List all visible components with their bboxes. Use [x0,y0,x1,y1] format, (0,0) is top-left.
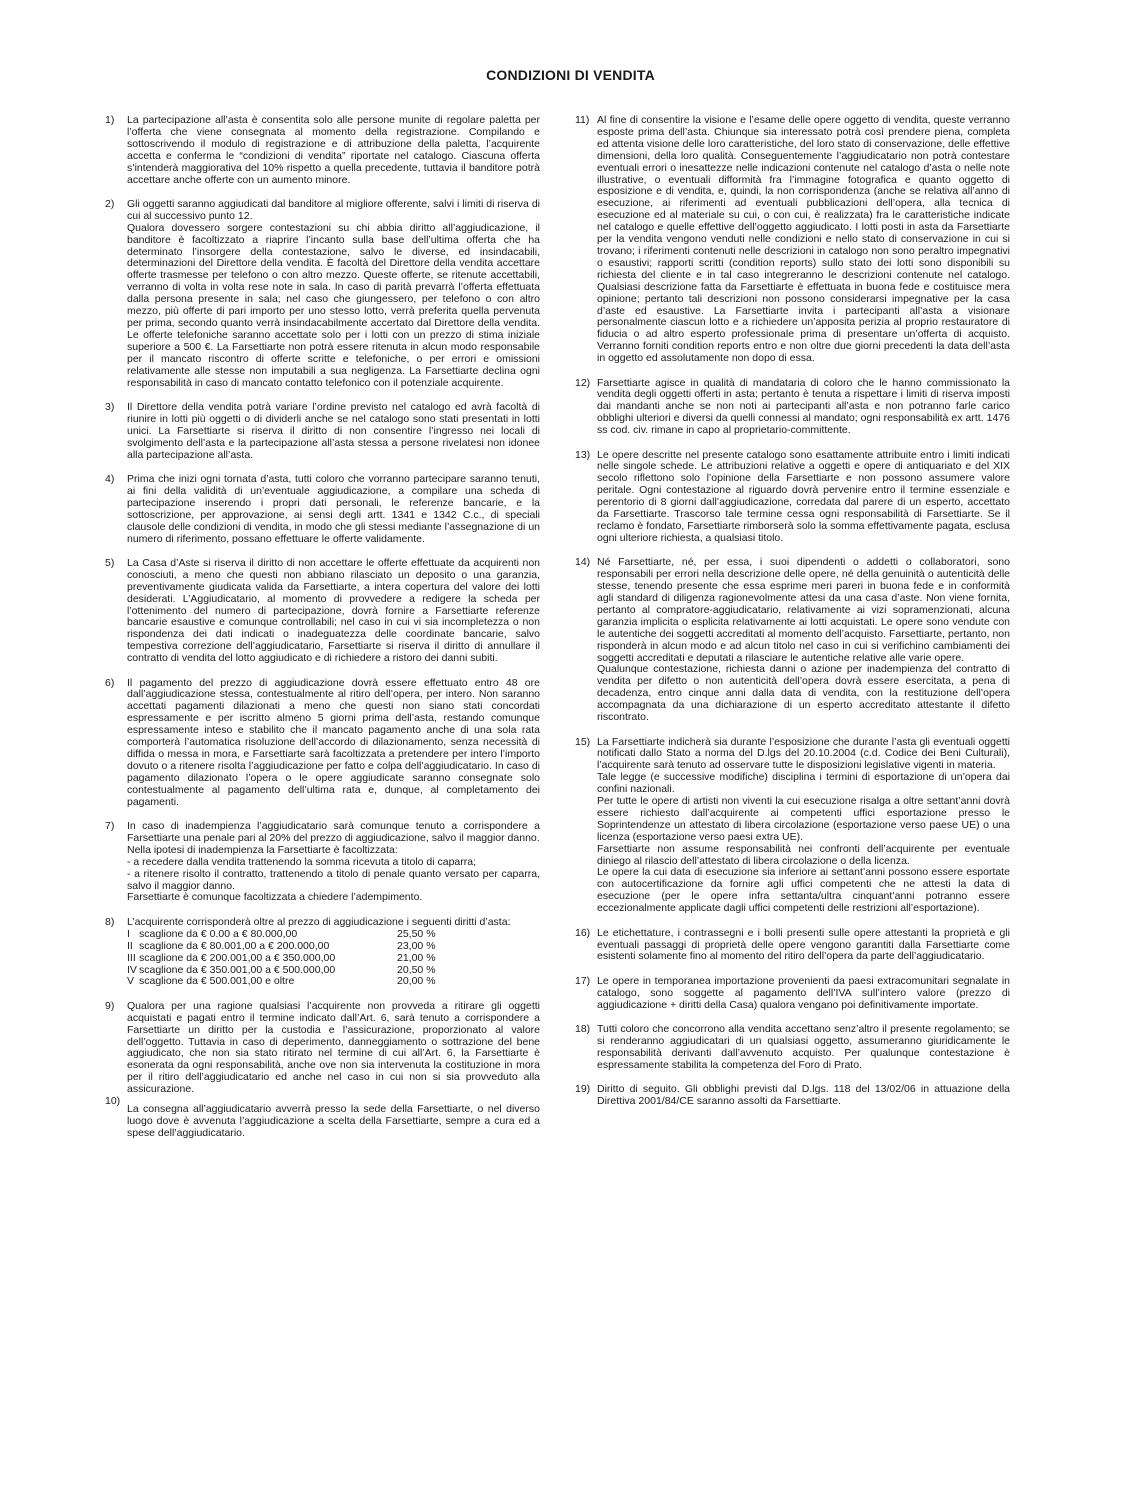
left-column [105,115,540,1152]
condition-item [105,402,540,462]
item-text: Le opere in temporanea importazione provenienti da paesi extracomunitari segnalate in catalogo, sono soggette al pagamento dell’IVA sull’intero valore (prezzo di aggiudicazione + diritti della Casa) qualora vengano poi definitivamente importate. [597,974,1010,1011]
fee-roman: V [127,975,135,988]
item-number: 12) [575,376,591,389]
item-text: L’acquirente corrisponderà oltre al prezzo di aggiudicazione i seguenti diritti d’asta: [127,915,511,928]
item-text: In caso di inadempienza l’aggiudicatario sarà comunque tenuto a corrispondere a Farsettiarte una penale pari al 20% del prezzo di aggiudicazione, salvo il maggior danno. Nella ipotesi di inadempienza la Farsettiarte è facoltizzata: - a recedere dalla vendita trattenendo la somma ricevuta a titolo di caparra; - a ritenere risolto il contratto, trattenendo a titolo di penale quanto versato per caparra, salvo il maggior danno. Farsettiarte è comunque facoltizzata a chiedere l’adempimento. [127,820,540,904]
item-text: Farsettiarte agisce in qualità di mandataria di coloro che le hanno commissionato la vendita degli oggetti offerti in asta; pertanto è tenuta a rispettare i limiti di riserva imposti dai mandanti anche se non noti ai partecipanti all’asta e non potranno farle carico obblighi ulteriori e diversi da quelli connessi al mandato; ogni responsabilità ex artt. 1476 ss cod. civ. rimane in capo al proprietario-committente. [597,376,1010,437]
fee-row [127,953,436,965]
fee-percentage: 21,00 % [397,951,436,964]
item-number: 13) [575,448,591,461]
item-number: 3) [105,400,115,413]
condition-item [575,450,1010,545]
item-number: 8) [105,915,115,928]
fee-row [127,941,436,953]
fee-percentage: 20,50 % [397,963,436,976]
condition-item [105,821,540,904]
item-number: 18) [575,1023,591,1036]
item-text: Le etichettature, i contrassegni e i bolli presenti sulle opere attestanti la proprietà e gli eventuali passaggi di proprietà delle opere vengono garantiti dalla Farsettiarte come esistenti solamente fino al momento del ritiro dell’opera da parte dell’aggiudicatario. [597,926,1010,963]
condition-item [105,115,540,186]
condition-item [105,558,540,665]
fee-range: scaglione da € 80.001,00 a € 200.000,00 [139,939,330,952]
fee-table [127,929,436,989]
fee-roman: IV [127,963,137,976]
fee-percentage: 25,50 % [397,927,436,940]
condition-item [105,199,540,390]
item-text: Gli oggetti saranno aggiudicati dal banditore al migliore offerente, salvi i limiti di riserva di cui al successivo punto 12. Qualora dovessero sorgere contestazioni su chi abbia diritto all’aggiudicazione, il banditore è facoltizzato a riaprire l’incanto sulla base dell’ultima offerta che ha determinato l’insorgere della contestazione, salvo le diverse, ed insindacabili, determinazioni del Direttore della vendita. È facoltà del Direttore della vendita accettare offerte trasmesse per telefono o con altro mezzo. Queste offerte, se ritenute accettabili, verranno di volta in volta rese note in sala. In caso di parità prevarrà l’offerta effettuata dalla persona presente in sala; nel caso che giungessero, per telefono o con altro mezzo, più offerte di pari importo per uno stesso lotto, verrà preferita quella pervenuta per prima, secondo quanto verrà insindacabilmente accertato dal Direttore della vendita. Le offerte telefoniche saranno accettate solo per i lotti con un prezzo di stima iniziale superiore a 500 €. La Farsettiarte non potrà essere ritenuta in alcun modo responsabile per il mancato riscontro di offerte scritte e telefoniche, o per errori e omissioni relativamente alle stesse non imputabili a sua negligenza. La Farsettiarte declina ogni responsabilità in caso di mancato contatto telefonico con il potenziale acquirente. [127,197,540,389]
fee-range: scaglione da € 200.001,00 a € 350.000,00 [139,951,336,964]
fee-roman: I [127,927,130,940]
condition-item-8 [105,917,540,988]
item-number: 1) [105,114,115,126]
condition-item [575,378,1010,438]
condition-item [575,976,1010,1012]
condition-item [575,557,1010,724]
fee-row [127,976,436,988]
page-title: CONDIZIONI DI VENDITA [486,67,655,83]
fee-row [127,929,436,941]
item-number: 14) [575,556,591,569]
item-text: La partecipazione all’asta è consentita solo alle persone munite di regolare paletta per l’offerta che viene consegnata al momento della registrazione. Compilando e sottoscrivendo il modulo di registrazione e di attribuzione della paletta, l’acquirente accetta e conferma le “condizioni di vendita” riportate nel catalogo. Ciascuna offerta s’intenderà maggiorativa del 10% rispetto a quella precedente, tuttavia il banditore potrà accettare anche offerte con un aumento minore. [127,114,540,186]
fee-range: scaglione da € 350.001,00 a € 500.000,00 [139,963,336,976]
condition-item-9 [105,1001,540,1096]
item-text: Diritto di seguito. Gli obblighi previsti dal D.lgs. 118 del 13/02/06 in attuazione della Direttiva 2001/84/CE saranno assolti da Farsettiarte. [597,1083,1010,1108]
right-column [575,115,1010,1120]
condition-item [575,1084,1010,1108]
item-text: Tutti coloro che concorrono alla vendita accettano senz’altro il presente regolamento; se si renderanno aggiudicatari di un qualsiasi oggetto, assumeranno giuridicamente le responsabilità derivanti dall’avvenuto acquisto. Per qualunque contestazione è espressamente stabilita la competenza del Foro di Prato. [597,1023,1010,1071]
item-text: La consegna all’aggiudicatario avverrà presso la sede della Farsettiarte, o nel diverso luogo dove è avvenuta l’aggiudicazione a scelta della Farsettiarte, sempre a cura ed a spese dell’aggiudicatario. [127,1103,540,1139]
item-number: 17) [575,974,591,987]
item-number: 9) [105,999,115,1012]
item-number: 2) [105,197,115,210]
item-text: La Farsettiarte indicherà sia durante l’esposizione che durante l’asta gli eventuali oggetti notificati dallo Stato a norma del D.lgs del 20.10.2004 (c.d. Codice dei Beni Culturali), l’acquirente sarà tenuto ad osservare tutte le disposizioni legislative vigenti in materia. Tale legge (e successive modifiche) disciplina i termini di esportazione di un’opera dai confini nazionali. Per tutte le opere di artisti non viventi la cui esecuzione risalga a oltre settant’anni dovrà essere richiesto dall’acquirente ai competenti uffici esportazione presso le Soprintendenze un attestato di libera circolazione (esportazione verso paese UE) o una licenza (esportazione verso paesi extra UE). Farsettiarte non assume responsabilità nei confronti dell’acquirente per eventuale diniego al rilascio dell’attestato di libera circolazione o della licenza. Le opere la cui data di esecuzione sia inferiore ai settant’anni possono essere esportate con autocertificazione da fornire agli uffici competenti che ne attesti la data di esecuzione (per le opere infra settanta/ultra cinquant’anni potranno essere eccezionalmente applicate dagli uffici competenti delle restrizioni all’esportazione). [597,735,1010,915]
item-number: 7) [105,820,115,833]
condition-item [575,928,1010,964]
item-number: 4) [105,472,115,485]
fee-percentage: 20,00 % [397,975,436,988]
item-text: Né Farsettiarte, né, per essa, i suoi dipendenti o addetti o collaboratori, sono responsabili per errori nella descrizione delle opere, né della genuinità o autenticità delle stesse, tenendo presente che essa esprime meri pareri in buona fede e in conformità agli standard di diligenza ragionevolmente attesi da una casa d’aste. Non viene fornita, pertanto al compratore-aggiudicatario, relativamente ai vizi sopramenzionati, alcuna garanzia implicita o esplicita relativamente ai lotti acquistati. Le opere sono vendute con le autentiche dei soggetti accreditati al momento dell’acquisto. Farsettiarte, pertanto, non risponderà in alcun modo e ad alcun titolo nel caso in cui si verifichino cambiamenti dei soggetti accreditati e deputati a rilasciare le autentiche relative alle varie opere. Qualunque contestazione, richiesta danni o azione per inadempienza del contratto di vendita per difetto o non autenticità dell’opera dovrà essere esercitata, a pena di decadenza, entro cinque anni dalla data di vendita, con la restituzione dell’opera accompagnata da una dichiarazione di un esperto accreditato attestante il difetto riscontrato. [597,556,1010,724]
fee-range: scaglione da € 0.00 a € 80.000,00 [139,927,298,940]
item-text: La Casa d’Aste si riserva il diritto di non accettare le offerte effettuate da acquirenti non conosciuti, a meno che questi non abbiano rilasciato un deposito o una garanzia, preventivamente giudicata valida da Farsettiarte, a intera copertura del valore dei lotti desiderati. L’Aggiudicatario, al momento di provvedere a redigere la scheda per l’ottenimento del numero di partecipazione, dovrà fornire a Farsettiarte referenze bancarie esaustive e comunque controllabili; nel caso in cui vi sia incompletezza o non rispondenza dei dati indicati o inadeguatezza delle coordinate bancarie, salvo tempestiva correzione dell’aggiudicatario, Farsettiarte si riserva il diritto di annullare il contratto di vendita del lotto aggiudicato e di richiedere a ristoro dei danni subiti. [127,556,540,665]
item-number: 16) [575,926,591,939]
item-number: 10) [105,1095,121,1108]
condition-item [575,1024,1010,1072]
item-text: Al fine di consentire la visione e l’esame delle opere oggetto di vendita, queste verranno esposte prima dell’asta. Chiunque sia interessato potrà così prendere piena, completa ed attenta visione delle loro caratteristiche, del loro stato di conservazione, delle effettive dimensioni, della loro qualità. Conseguentemente l’aggiudicatario non potrà contestare eventuali errori o inesattezze nelle indicazioni contenute nel catalogo d’asta o nelle note illustrative, o eventuali difformità fra l’immagine fotografica e quanto oggetto di esposizione e di vendita, e, quindi, la non corrispondenza (anche se relativa all’anno di esecuzione, ai riferimenti ad eventuali pubblicazioni dell’opera, alla tecnica di esecuzione ed al materiale su cui, o con cui, è realizzata) fra le caratteristiche indicate nel catalogo e quelle effettive dell’oggetto aggiudicato. I lotti posti in asta da Farsettiarte per la vendita vengono venduti nelle condizioni e nello stato di conservazione in cui si trovano; i riferimenti contenuti nelle descrizioni in catalogo non sono peraltro impegnativi o esaustivi; rapporti scritti (condition reports) sullo stato dei lotti sono disponibili su richiesta del cliente e in tal caso integreranno le descrizioni contenute nel catalogo. Qualsiasi descrizione fatta da Farsettiarte è effettuata in buona fede e costituisce mera opinione; pertanto tali descrizioni non possono considerarsi impegnative per la casa d’aste ed esaustive. La Farsettiarte invita i partecipanti all’asta a visionare personalmente ciascun lotto e a richiedere un’apposita perizia al proprio restauratore di fiducia o ad altro esperto professionale prima di presentare un’offerta di acquisto. Verranno forniti condition reports entro e non oltre due giorni precedenti la data dell’asta in oggetto ed assolutamente non dopo di essa. [597,114,1010,365]
fee-percentage: 23,00 % [397,939,436,952]
item-text: Il pagamento del prezzo di aggiudicazione dovrà essere effettuato entro 48 ore dall’aggiudicazione stessa, contestualmente al ritiro dell’opera, per intero. Non saranno accettati pagamenti dilazionati a meno che questi non siano stati concordati espressamente e per iscritto almeno 5 giorni prima dell’asta, restando comunque espressamente inteso e stabilito che il mancato pagamento anche di una sola rata comporterà l’automatica risoluzione dell’accordo di dilazionamento, senza necessità di diffida o messa in mora, e Farsettiarte sarà facoltizzata a pretendere per intero l’importo dovuto o a ritenere risolta l’aggiudicazione per fatto e colpa dell’aggiudicatario. In caso di pagamento dilazionato l’opera o le opere aggiudicate saranno consegnate solo contestualmente al pagamento dell’ultima rata e, dunque, al completamento dei pagamenti. [127,676,540,808]
item-text: Qualora per una ragione qualsiasi l’acquirente non provveda a ritirare gli oggetti acquistati e pagati entro il termine indicato dall’Art. 6, sarà tenuto a corrispondere a Farsettiarte un diritto per la custodia e l’assicurazione, proporzionato al valore dell’oggetto. Tuttavia in caso di deperimento, danneggiamento o sottrazione del bene aggiudicato, che non sia stato ritirato nel termine di cui all’Art. 6, la Farsettiarte è esonerata da ogni responsabilità, anche ove non sia intervenuta la costituzione in mora per il ritiro dell’aggiudicatario ed anche nel caso in cui non si sia provveduto alla assicurazione. [127,999,540,1096]
condition-item-10 [105,1095,540,1140]
item-number: 15) [575,735,591,748]
condition-item [105,474,540,545]
item-text: Il Direttore della vendita potrà variare l’ordine previsto nel catalogo ed avrà facoltà di riunire in lotti più oggetti o di dividerli anche se nel catalogo sono stati presentati in lotti unici. La Farsettiarte si riserva il diritto di non consentire l’ingresso nei locali di svolgimento dell’asta e la partecipazione all’asta stessa a persone rivelatesi non idonee alla partecipazione all’asta. [127,400,540,461]
item-number: 5) [105,556,115,569]
condition-item [575,737,1010,916]
fee-range: scaglione da € 500.001,00 e oltre [139,975,295,988]
item-text: Prima che inizi ogni tornata d’asta, tutti coloro che vorranno partecipare saranno tenuti, ai fini della validità di un’eventuale aggiudicazione, a compilare una scheda di partecipazione inserendo i propri dati personali, le referenze bancarie, e la sottoscrizione, per approvazione, ai sensi degli artt. 1341 e 1342 C.c., di speciali clausole delle condizioni di vendita, in modo che gli stessi mediante l’assegnazione di un numero di riferimento, possano effettuare le offerte validamente. [127,472,540,545]
fee-roman: III [127,951,136,964]
condition-item [105,678,540,809]
condition-item [575,115,1010,365]
fee-roman: II [127,939,133,952]
item-text: Le opere descritte nel presente catalogo sono esattamente attribuite entro i limiti indicati nelle singole schede. Le attribuzioni relative a oggetti e opere di antiquariato e del XIX secolo riflettono solo l’opinione della Farsettiarte e non possono assumere valore peritale. Ogni contestazione al riguardo dovrà pervenire entro il termine essenziale e perentorio di 8 giorni dall’aggiudicazione, corredata dal parere di un esperto, accettato da Farsettiarte. Trascorso tale termine cessa ogni responsabilità di Farsettiarte. Se il reclamo è fondato, Farsettiarte rimborserà solo la somma effettivamente pagata, esclusa ogni ulteriore richiesta, a qualsiasi titolo. [597,448,1010,544]
item-number: 6) [105,676,115,689]
item-number: 19) [575,1083,591,1096]
item-number: 11) [575,114,590,126]
